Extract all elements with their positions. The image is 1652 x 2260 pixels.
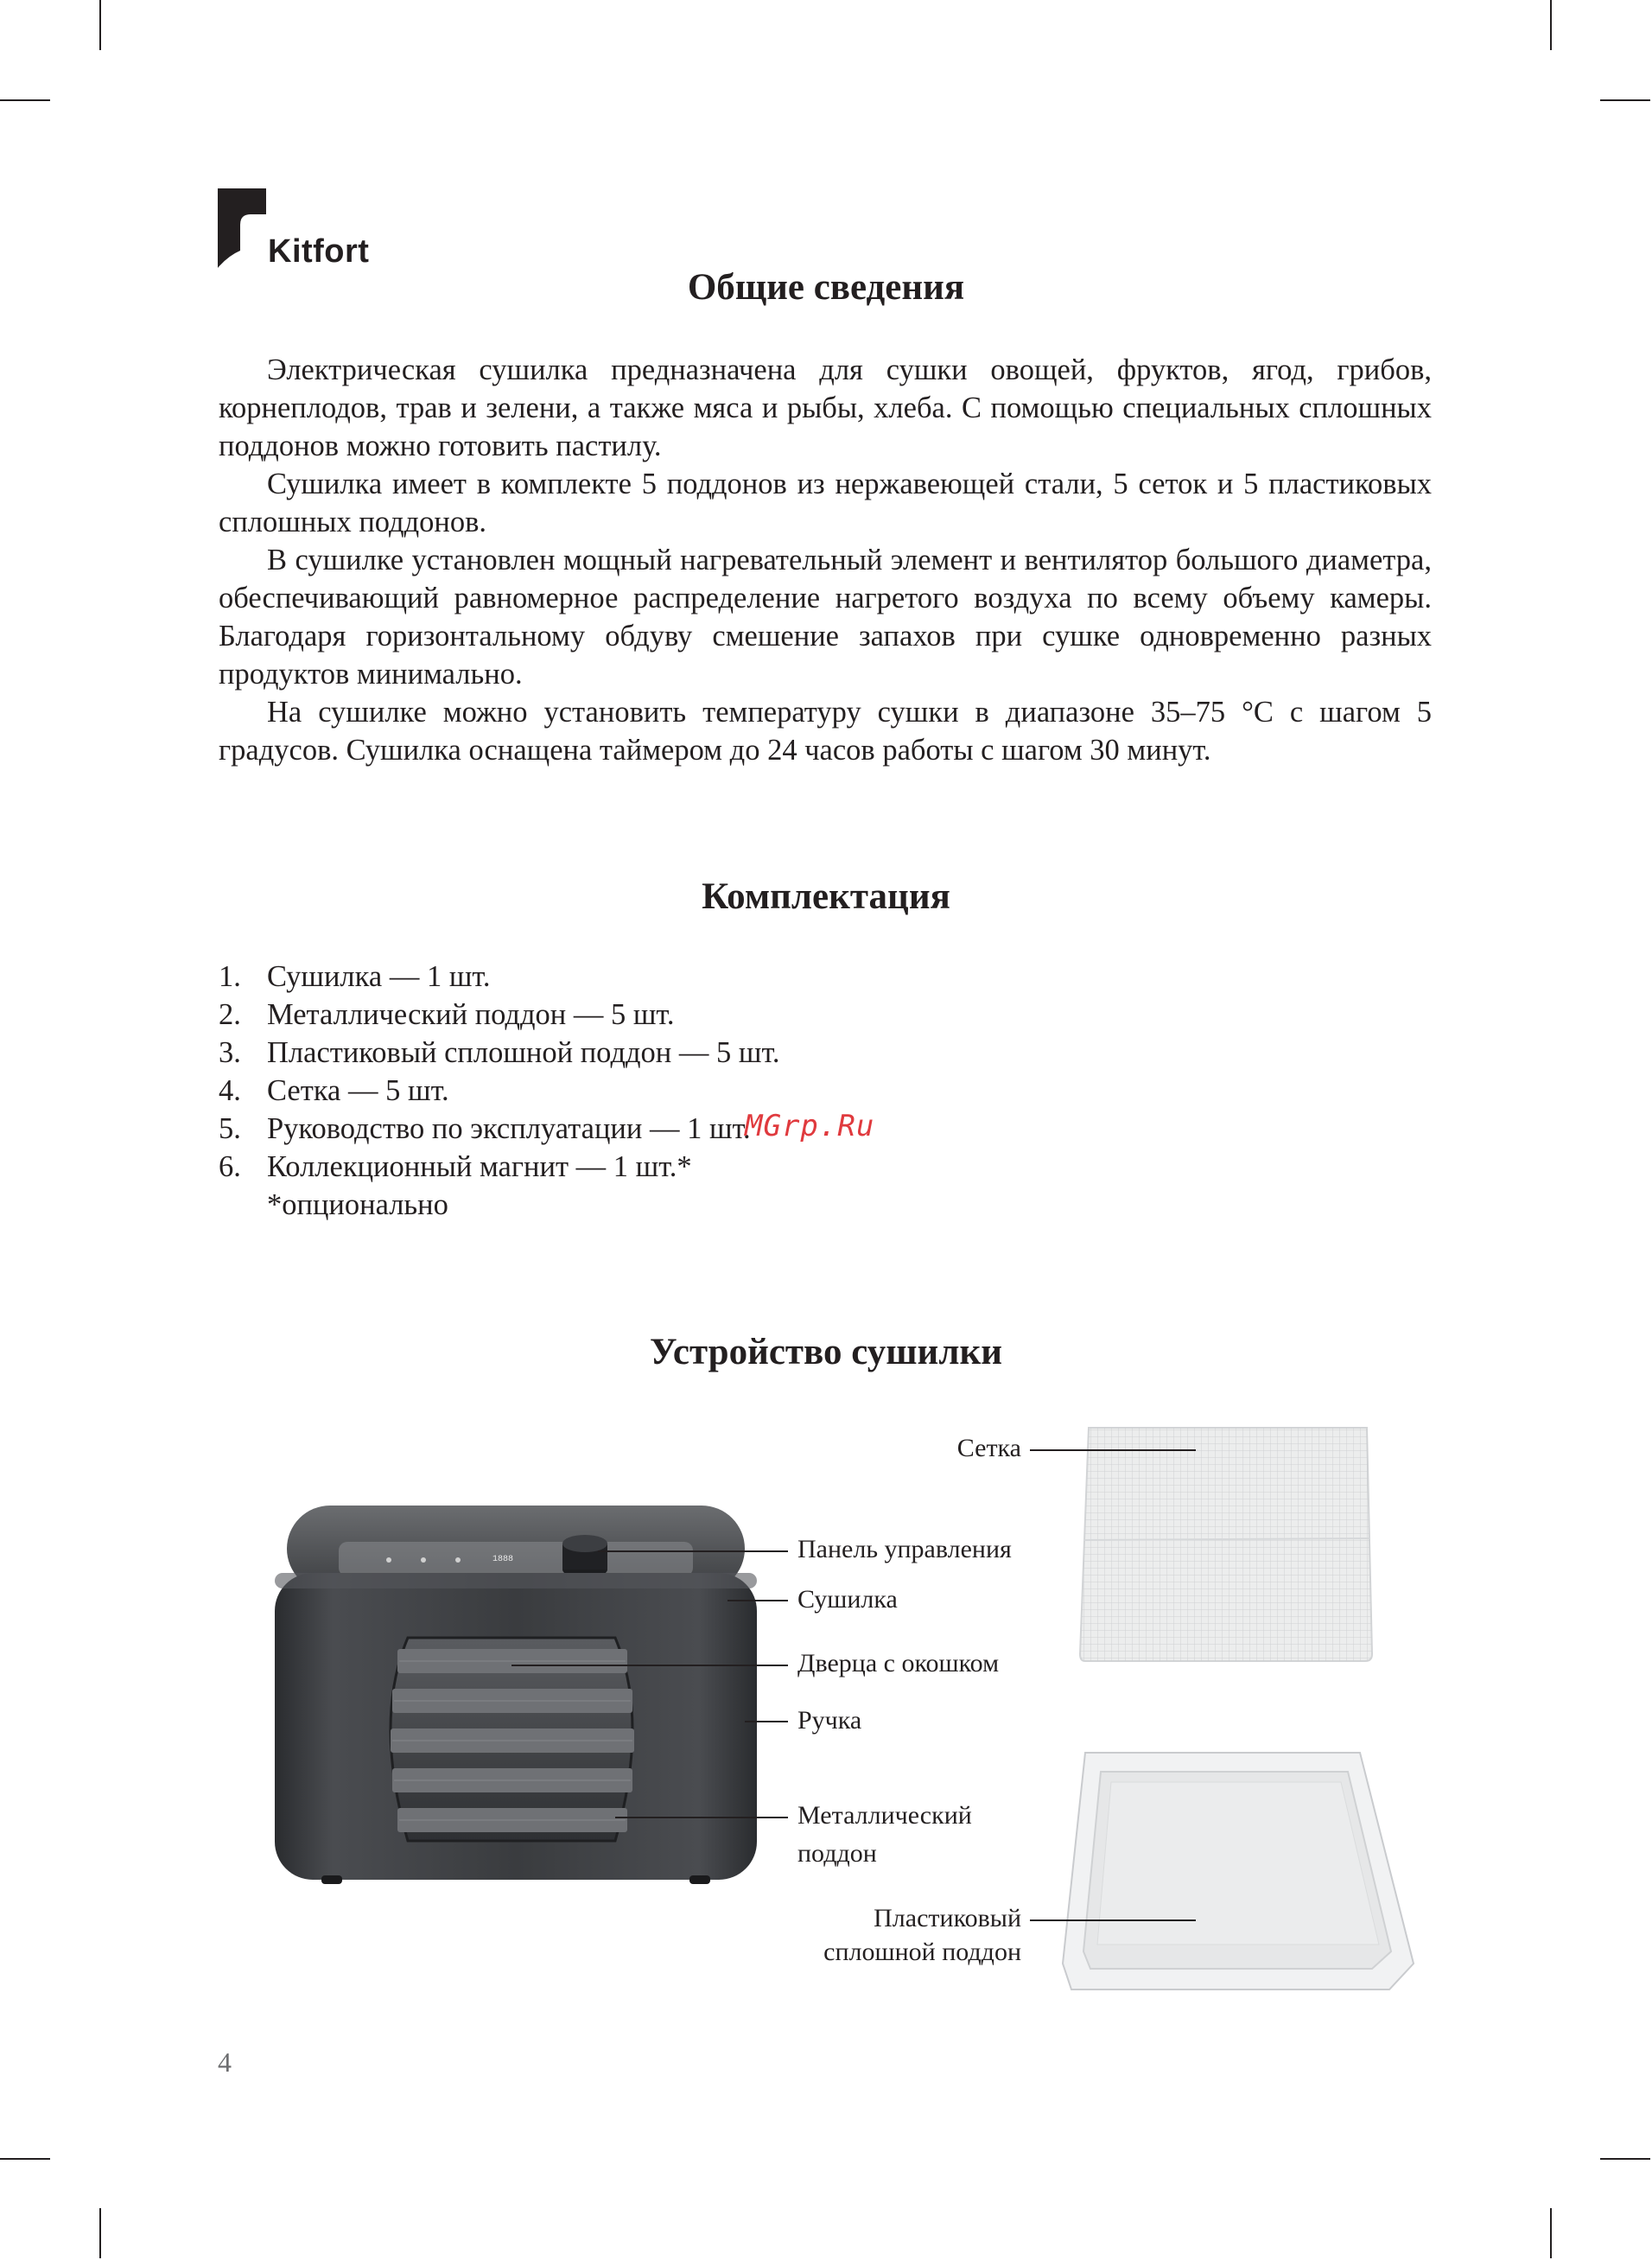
crop-mark-top-left-h bbox=[0, 99, 50, 101]
label-dryer: Сушилка bbox=[797, 1585, 898, 1614]
leader-line-metal-tray bbox=[615, 1817, 788, 1818]
list-item: 1. Сушилка — 1 шт. bbox=[219, 960, 491, 993]
section-title-device: Устройство сушилки bbox=[650, 1332, 1002, 1372]
label-control-panel: Панель управления bbox=[797, 1535, 1012, 1563]
label-mesh: Сетка bbox=[956, 1434, 1021, 1462]
leader-line-mesh bbox=[1030, 1449, 1196, 1451]
leader-line-handle bbox=[745, 1721, 788, 1722]
crop-mark-bottom-left-h bbox=[0, 2158, 50, 2160]
list-item: 3. Пластиковый сплошной поддон — 5 шт. bbox=[219, 1036, 780, 1069]
paragraph: Сушилка имеет в комплекте 5 поддонов из нержавеющей стали, 5 сеток и 5 пластиковых сплошных поддонов. bbox=[219, 468, 1432, 538]
label-handle: Ручка bbox=[797, 1706, 862, 1735]
panel-indicator bbox=[386, 1557, 391, 1563]
mesh-sheet-illustration bbox=[1077, 1423, 1376, 1666]
brand-logo bbox=[218, 188, 391, 275]
label-plastic-tray: Пластиковый bbox=[874, 1904, 1021, 1932]
page-number: 4 bbox=[218, 2047, 232, 2078]
list-item: 6. Коллекционный магнит — 1 шт.* bbox=[219, 1150, 692, 1183]
crop-mark-top-left bbox=[99, 0, 101, 50]
panel-indicator bbox=[421, 1557, 426, 1563]
crop-mark-top-right-h bbox=[1600, 99, 1650, 101]
control-panel bbox=[339, 1542, 693, 1576]
label-plastic-tray-2: сплошной поддон bbox=[823, 1938, 1021, 1966]
leader-line-door bbox=[511, 1665, 788, 1666]
list-item: 2. Металлический поддон — 5 шт. bbox=[219, 998, 675, 1031]
kitfort-logo-icon bbox=[218, 188, 266, 268]
list-item: 5. Руководство по эксплуатации — 1 шт. bbox=[219, 1112, 751, 1145]
leader-line-control-panel bbox=[598, 1550, 788, 1552]
watermark: MGrp.Ru bbox=[745, 1109, 875, 1143]
label-metal-tray-2: поддон bbox=[797, 1839, 877, 1868]
crop-mark-bottom-left bbox=[99, 2208, 101, 2258]
leader-line-dryer bbox=[728, 1600, 788, 1601]
optional-note: *опционально bbox=[267, 1188, 448, 1221]
dryer-foot bbox=[321, 1875, 342, 1884]
label-metal-tray: Металлический bbox=[797, 1801, 972, 1830]
crop-mark-bottom-right bbox=[1550, 2208, 1552, 2258]
crop-mark-top-right bbox=[1550, 0, 1552, 50]
paragraph: Электрическая сушилка предназначена для сушки овощей, фруктов, ягод, грибов, корнеплодов, трав и зелени, а также мяса и рыбы, хлеба. С помощью специальных сплошных поддонов можно готовить пастилу. bbox=[219, 353, 1432, 462]
body-rim bbox=[275, 1573, 757, 1588]
general-description bbox=[219, 351, 1432, 769]
crop-mark-bottom-right-h bbox=[1600, 2158, 1650, 2160]
kit-list bbox=[219, 958, 780, 1224]
knob-top bbox=[562, 1535, 607, 1552]
paragraph: На сушилке можно установить температуру сушки в диапазоне 35–75 °C с шагом 5 градусов. Сушилка оснащена таймером до 24 часов работы с шагом 30 минут. bbox=[219, 696, 1432, 767]
section-title-general: Общие сведения bbox=[687, 267, 965, 308]
panel-indicator bbox=[455, 1557, 461, 1563]
plastic-tray-illustration bbox=[1059, 1748, 1417, 1991]
brand-name: Kitfort bbox=[268, 233, 370, 270]
leader-line-plastic-tray bbox=[1030, 1919, 1196, 1921]
paragraph: В сушилке установлен мощный нагревательный элемент и вентилятор большого диаметра, обеспечивающий равномерное распределение нагретого воздуха по всему объему камеры. Благодаря горизонтальному обдуву смешение запахов при сушке одновременно разных продуктов минимально. bbox=[219, 544, 1432, 691]
section-title-kit: Комплектация bbox=[702, 876, 950, 917]
display-readout: 1888 bbox=[492, 1555, 514, 1564]
label-door: Дверца с окошком bbox=[797, 1649, 1000, 1677]
dryer-foot bbox=[689, 1875, 710, 1884]
list-item: 4. Сетка — 5 шт. bbox=[219, 1074, 449, 1107]
dryer-illustration bbox=[270, 1504, 762, 1893]
mesh-pattern bbox=[1080, 1428, 1372, 1661]
